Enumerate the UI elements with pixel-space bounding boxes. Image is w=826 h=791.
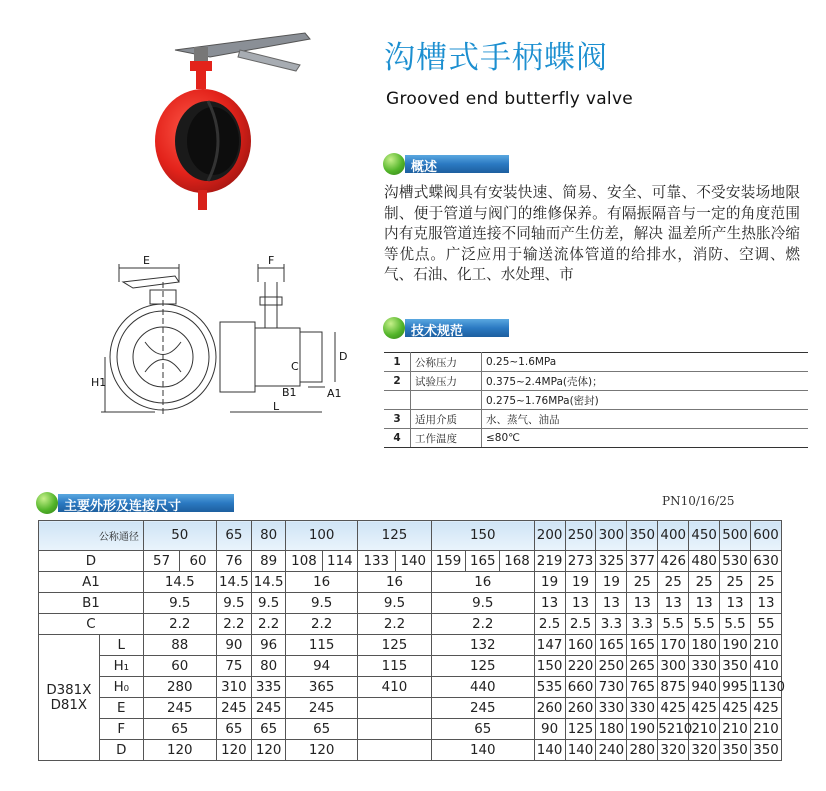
header-cell: 450 <box>689 521 720 551</box>
dim-label-f: F <box>268 254 275 267</box>
table-cell <box>357 740 431 761</box>
green-bullet-icon <box>383 153 405 175</box>
table-cell: 210 <box>750 635 781 656</box>
table-cell: 410 <box>750 656 781 677</box>
row-label: C <box>39 614 144 635</box>
table-cell: 9.5 <box>286 593 358 614</box>
table-cell: 190 <box>720 635 751 656</box>
table-cell: 330 <box>689 656 720 677</box>
table-cell: 25 <box>689 572 720 593</box>
table-row <box>39 614 782 635</box>
table-cell: 280 <box>143 677 216 698</box>
table-row <box>39 656 782 677</box>
row-sublabel: H₁ <box>99 656 143 677</box>
dim-label-c: C <box>291 360 299 373</box>
spec-value: 0.275~1.76MPa(密封) <box>482 391 809 410</box>
table-cell: 350 <box>750 740 781 761</box>
table-cell: 365 <box>286 677 358 698</box>
table-cell: 90 <box>534 719 565 740</box>
table-cell: 2.2 <box>431 614 534 635</box>
header-cell: 125 <box>357 521 431 551</box>
spec-key: 适用介质 <box>411 410 482 429</box>
table-cell: 25 <box>627 572 658 593</box>
technical-drawing <box>91 252 355 422</box>
table-row <box>39 593 782 614</box>
table-cell: 125 <box>357 635 431 656</box>
table-header-row <box>39 521 782 551</box>
table-cell: 425 <box>720 698 751 719</box>
table-cell: 65 <box>252 719 286 740</box>
table-cell: 180 <box>689 635 720 656</box>
table-cell: 14.5 <box>252 572 286 593</box>
table-cell: 9.5 <box>252 593 286 614</box>
spec-value: 0.25~1.6MPa <box>482 353 809 372</box>
table-cell: 9.5 <box>216 593 251 614</box>
table-row <box>39 740 782 761</box>
table-cell: 273 <box>565 551 596 572</box>
table-cell: 660 <box>565 677 596 698</box>
table-cell: 426 <box>658 551 689 572</box>
table-cell: 325 <box>596 551 627 572</box>
green-bullet-icon <box>383 317 405 339</box>
table-cell: 219 <box>534 551 565 572</box>
table-cell: 25 <box>658 572 689 593</box>
table-cell: 2.5 <box>565 614 596 635</box>
table-cell: 9.5 <box>357 593 431 614</box>
row-sublabel: F <box>99 719 143 740</box>
table-cell: 350 <box>720 740 751 761</box>
table-cell: 14.5 <box>143 572 216 593</box>
header-cell: 50 <box>143 521 216 551</box>
table-cell: 13 <box>689 593 720 614</box>
table-cell: 330 <box>627 698 658 719</box>
table-cell: 108 <box>286 551 322 572</box>
table-cell: 150 <box>534 656 565 677</box>
table-cell: 159 <box>431 551 465 572</box>
table-cell: 88 <box>143 635 216 656</box>
table-row <box>39 572 782 593</box>
header-cell: 500 <box>720 521 751 551</box>
table-cell: 140 <box>534 740 565 761</box>
table-cell: 132 <box>431 635 534 656</box>
row-sublabel: D <box>99 740 143 761</box>
table-cell: 350 <box>720 656 751 677</box>
header-cell: 350 <box>627 521 658 551</box>
table-cell: 265 <box>627 656 658 677</box>
table-cell: 425 <box>750 698 781 719</box>
table-cell: 5210 <box>658 719 689 740</box>
overview-heading: 概述 <box>383 153 509 173</box>
table-cell: 240 <box>596 740 627 761</box>
table-cell: 730 <box>596 677 627 698</box>
row-sublabel: H₀ <box>99 677 143 698</box>
table-cell: 3.3 <box>627 614 658 635</box>
table-cell: 80 <box>252 656 286 677</box>
dimensions-table <box>38 520 786 761</box>
table-cell: 410 <box>357 677 431 698</box>
table-cell: 530 <box>720 551 751 572</box>
header-cell: 600 <box>750 521 781 551</box>
table-cell: 168 <box>500 551 534 572</box>
row-label: B1 <box>39 593 144 614</box>
table-cell: 65 <box>143 719 216 740</box>
pressure-rating: PN10/16/25 <box>662 494 735 508</box>
dim-label-d: D <box>339 350 348 363</box>
header-cell: 100 <box>286 521 358 551</box>
table-cell: 19 <box>596 572 627 593</box>
table-row <box>39 635 782 656</box>
spec-value: 0.375~2.4MPa(壳体)； <box>482 372 809 391</box>
header-cell: 250 <box>565 521 596 551</box>
table-cell: 940 <box>689 677 720 698</box>
spec-number: 2 <box>384 372 411 391</box>
table-cell <box>357 719 431 740</box>
table-cell: 245 <box>143 698 216 719</box>
table-row <box>39 551 782 572</box>
table-cell: 260 <box>565 698 596 719</box>
table-cell: 5.5 <box>720 614 751 635</box>
spec-key: 工作温度 <box>411 429 482 448</box>
table-cell: 2.2 <box>286 614 358 635</box>
dim-label-l: L <box>273 400 280 413</box>
table-cell: 13 <box>720 593 751 614</box>
table-row <box>39 677 782 698</box>
dim-label-e: E <box>143 254 150 267</box>
spec-value: 水、蒸气、油品 <box>482 410 809 429</box>
table-row <box>39 719 782 740</box>
table-cell: 630 <box>750 551 781 572</box>
table-cell: 245 <box>286 698 358 719</box>
table-cell: 2.2 <box>252 614 286 635</box>
table-cell: 440 <box>431 677 534 698</box>
header-cell: 65 <box>216 521 251 551</box>
header-cell: 200 <box>534 521 565 551</box>
table-cell: 120 <box>216 740 251 761</box>
table-cell: 65 <box>431 719 534 740</box>
table-cell: 76 <box>216 551 251 572</box>
spec-row <box>384 429 808 448</box>
table-cell: 210 <box>720 719 751 740</box>
table-cell: 160 <box>565 635 596 656</box>
green-bullet-icon <box>36 492 58 514</box>
spec-row <box>384 372 808 391</box>
table-cell: 425 <box>689 698 720 719</box>
spec-key: 公称压力 <box>411 353 482 372</box>
table-cell: 320 <box>689 740 720 761</box>
table-cell: 995 <box>720 677 751 698</box>
table-cell: 480 <box>689 551 720 572</box>
page-subtitle: Grooved end butterfly valve <box>386 89 634 109</box>
spec-number <box>384 391 411 410</box>
dim-label-h1: H1 <box>91 376 107 389</box>
table-cell: 190 <box>627 719 658 740</box>
table-cell: 2.5 <box>534 614 565 635</box>
table-cell: 120 <box>252 740 286 761</box>
dim-label-a1: A1 <box>327 387 342 400</box>
table-cell: 425 <box>658 698 689 719</box>
overview-text: 沟槽式蝶阀具有安装快速、简易、安全、可靠、不受安装场地限制、便于管道与阀门的维修保养。有隔振隔音与一定的角度范围内有克服管道连接不同轴而产生仿差，解决 温差所产生热胀冷缩等优点。广泛应用于输送流体管道的给排水，消防、空调、燃气、石油、化工、水处理、市 <box>384 184 800 283</box>
dims-heading: 主要外形及连接尺寸 <box>36 492 236 512</box>
table-cell: 165 <box>627 635 658 656</box>
table-cell: 1130 <box>750 677 781 698</box>
table-cell: 25 <box>720 572 751 593</box>
table-cell: 765 <box>627 677 658 698</box>
table-cell: 250 <box>596 656 627 677</box>
header-cell: 300 <box>596 521 627 551</box>
table-cell: 5.5 <box>658 614 689 635</box>
model-label: D381X D81X <box>39 635 100 761</box>
table-cell: 147 <box>534 635 565 656</box>
table-cell: 2.2 <box>143 614 216 635</box>
table-cell: 165 <box>596 635 627 656</box>
table-cell: 170 <box>658 635 689 656</box>
table-cell: 125 <box>565 719 596 740</box>
table-cell: 9.5 <box>431 593 534 614</box>
table-cell: 120 <box>143 740 216 761</box>
spec-row <box>384 410 808 429</box>
table-cell: 310 <box>216 677 251 698</box>
table-cell: 13 <box>627 593 658 614</box>
table-cell: 16 <box>431 572 534 593</box>
table-row <box>39 698 782 719</box>
table-cell: 14.5 <box>216 572 251 593</box>
table-cell: 320 <box>658 740 689 761</box>
table-cell: 16 <box>286 572 358 593</box>
table-cell: 65 <box>286 719 358 740</box>
table-cell: 245 <box>431 698 534 719</box>
row-label: A1 <box>39 572 144 593</box>
table-cell: 210 <box>750 719 781 740</box>
table-cell: 25 <box>750 572 781 593</box>
table-cell: 2.2 <box>357 614 431 635</box>
header-cell: 400 <box>658 521 689 551</box>
spec-value: ≤80℃ <box>482 429 809 448</box>
table-cell: 180 <box>596 719 627 740</box>
table-cell: 13 <box>534 593 565 614</box>
spec-key <box>411 391 482 410</box>
specs-table <box>384 352 808 448</box>
table-cell: 245 <box>216 698 251 719</box>
spec-row <box>384 391 808 410</box>
row-sublabel: L <box>99 635 143 656</box>
row-sublabel: E <box>99 698 143 719</box>
table-cell: 260 <box>534 698 565 719</box>
spec-number: 4 <box>384 429 411 448</box>
table-cell: 115 <box>357 656 431 677</box>
table-cell: 140 <box>431 740 534 761</box>
table-cell: 13 <box>750 593 781 614</box>
valve-photo <box>150 25 320 220</box>
dim-label-b1: B1 <box>282 386 297 399</box>
row-label: D <box>39 551 144 572</box>
table-cell: 57 <box>143 551 179 572</box>
header-cell: 80 <box>252 521 286 551</box>
table-cell: 330 <box>596 698 627 719</box>
table-cell: 13 <box>565 593 596 614</box>
table-cell: 114 <box>322 551 357 572</box>
spec-row <box>384 353 808 372</box>
table-cell: 140 <box>565 740 596 761</box>
table-cell: 16 <box>357 572 431 593</box>
table-cell: 19 <box>534 572 565 593</box>
table-cell: 5.5 <box>689 614 720 635</box>
table-cell: 280 <box>627 740 658 761</box>
table-cell: 140 <box>395 551 431 572</box>
table-cell <box>357 698 431 719</box>
table-cell: 335 <box>252 677 286 698</box>
table-cell: 115 <box>286 635 358 656</box>
table-cell: 9.5 <box>143 593 216 614</box>
table-cell: 875 <box>658 677 689 698</box>
table-cell: 133 <box>357 551 395 572</box>
table-cell: 535 <box>534 677 565 698</box>
spec-number: 3 <box>384 410 411 429</box>
table-cell: 55 <box>750 614 781 635</box>
table-cell: 125 <box>431 656 534 677</box>
table-cell: 220 <box>565 656 596 677</box>
table-cell: 89 <box>252 551 286 572</box>
table-cell: 120 <box>286 740 358 761</box>
table-cell: 245 <box>252 698 286 719</box>
table-cell: 19 <box>565 572 596 593</box>
page-title: 沟槽式手柄蝶阀 <box>384 40 608 76</box>
table-cell: 60 <box>143 656 216 677</box>
table-cell: 65 <box>216 719 251 740</box>
table-cell: 96 <box>252 635 286 656</box>
table-cell: 377 <box>627 551 658 572</box>
table-cell: 2.2 <box>216 614 251 635</box>
table-cell: 300 <box>658 656 689 677</box>
table-cell: 3.3 <box>596 614 627 635</box>
spec-number: 1 <box>384 353 411 372</box>
table-cell: 75 <box>216 656 251 677</box>
specs-heading: 技术规范 <box>383 317 509 337</box>
spec-key: 试验压力 <box>411 372 482 391</box>
table-cell: 210 <box>689 719 720 740</box>
table-cell: 165 <box>466 551 500 572</box>
table-cell: 60 <box>180 551 216 572</box>
table-cell: 13 <box>658 593 689 614</box>
header-cell: 150 <box>431 521 534 551</box>
table-cell: 13 <box>596 593 627 614</box>
table-cell: 94 <box>286 656 358 677</box>
header-corner: 公称通径 <box>39 521 144 551</box>
table-cell: 90 <box>216 635 251 656</box>
